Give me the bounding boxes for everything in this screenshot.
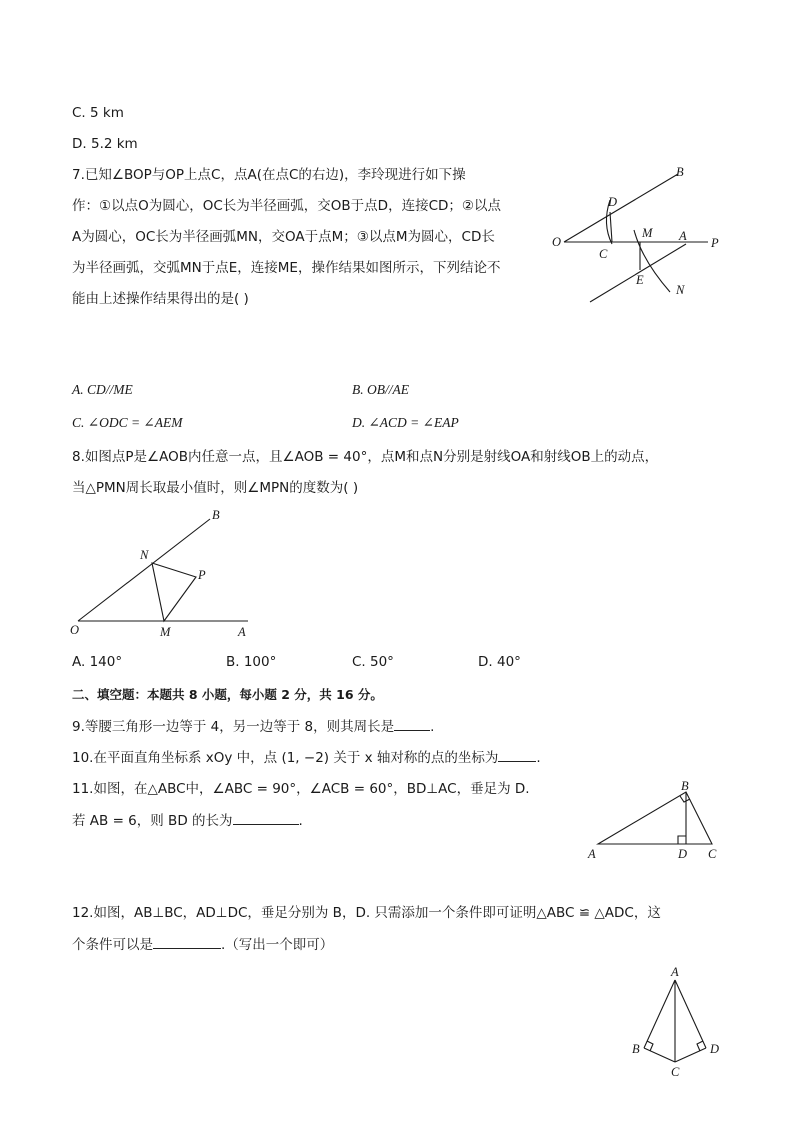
q7-option-b: B. OB//AE	[352, 382, 409, 397]
q7-line-3: A为圆心，OC长为半径画弧MN，交OA于点M；③以点M为圆心，CD长	[72, 229, 495, 245]
q8-figure	[64, 505, 264, 643]
label-d: D	[678, 847, 688, 861]
ray-ob	[78, 519, 210, 621]
label-a: A	[671, 965, 679, 979]
label-d: D	[710, 1042, 720, 1056]
label-m: M	[160, 625, 171, 639]
q7-option-d: D. ∠ACD = ∠EAP	[352, 415, 459, 430]
q12-line-1: 12.如图，AB⊥BC，AD⊥DC，垂足分别为 B，D. 只需添加一个条件即可证明△ABC ≌ △ADC，这	[72, 905, 661, 921]
q8-option-b: B. 100°	[226, 654, 277, 670]
q6-option-c: C. 5 km	[72, 105, 124, 121]
q11-line-2	[72, 810, 303, 831]
label-a: A	[679, 229, 687, 243]
q6-option-d: D. 5.2 km	[72, 136, 138, 152]
label-c: C	[671, 1065, 680, 1079]
q12-figure	[624, 962, 728, 1082]
segment-ab	[644, 980, 675, 1048]
q11-figure	[580, 778, 720, 866]
label-d: D	[608, 195, 618, 209]
label-o: O	[70, 623, 80, 637]
label-b: B	[632, 1042, 640, 1056]
q8-option-d: D. 40°	[478, 654, 521, 670]
triangle-abc	[598, 792, 712, 844]
q8-line-1: 8.如图点P是∠AOB内任意一点，且∠AOB = 40°，点M和点N分别是射线OA和射线OB上的动点，	[72, 449, 659, 465]
segment-cd	[610, 212, 612, 242]
q7-option-a: A. CD//ME	[72, 382, 133, 397]
q12-line-2	[72, 934, 333, 955]
segment-ad	[675, 980, 706, 1048]
label-m: M	[642, 226, 653, 240]
q9	[72, 716, 434, 737]
q12-end: .（写出一个即可）	[221, 937, 334, 953]
q8-line-2: 当△PMN周长取最小值时，则∠MPN的度数为( )	[72, 480, 359, 496]
label-c: C	[708, 847, 717, 861]
q7-line-5: 能由上述操作结果得出的是( )	[72, 291, 249, 307]
q10-text: 10.在平面直角坐标系 xOy 中，点 (1, −2) 关于 x 轴对称的点的坐标为	[72, 750, 499, 766]
label-a: A	[238, 625, 246, 639]
label-n: N	[676, 283, 685, 297]
section-heading: 二、填空题：本题共 8 小题，每小题 2 分，共 16 分。	[72, 687, 383, 702]
label-o: O	[552, 235, 562, 249]
q7-line-4: 为半径画弧，交弧MN于点E，连接ME，操作结果如图所示，下列结论不	[72, 260, 501, 276]
q11-line-1: 11.如图，在△ABC中，∠ABC = 90°，∠ACB = 60°，BD⊥AC，垂足为 D.	[72, 781, 530, 797]
q12-answer-blank[interactable]	[153, 934, 221, 949]
label-b: B	[676, 165, 684, 179]
ray-ob	[564, 174, 678, 242]
label-p: P	[198, 568, 206, 582]
label-p: P	[711, 236, 719, 250]
segment-dc	[675, 1048, 706, 1062]
label-c: C	[599, 247, 608, 261]
triangle-pmn	[152, 563, 196, 621]
q11-text: 若 AB = 6，则 BD 的长为	[72, 813, 233, 829]
q9-answer-blank[interactable]	[394, 716, 430, 731]
q7-line-1: 7.已知∠BOP与OP上点C，点A(在点C的右边)，李玲现进行如下操	[72, 167, 466, 183]
label-b: B	[681, 779, 689, 793]
q9-end: .	[430, 719, 435, 735]
q8-option-c: C. 50°	[352, 654, 394, 670]
q10-answer-blank[interactable]	[498, 747, 536, 762]
q11-answer-blank[interactable]	[233, 810, 299, 825]
q10	[72, 747, 541, 768]
segment-bc	[644, 1048, 675, 1062]
q10-end: .	[536, 750, 541, 766]
label-n: N	[140, 548, 149, 562]
q7-line-2: 作：①以点O为圆心，OC长为半径画弧，交OB于点D，连接CD；②以点	[72, 198, 501, 214]
right-angle-d	[678, 836, 686, 844]
q7-option-c: C. ∠ODC = ∠AEM	[72, 415, 183, 430]
q7-figure	[550, 160, 740, 310]
q11-end: .	[298, 813, 303, 829]
label-b: B	[212, 508, 220, 522]
label-a: A	[588, 847, 596, 861]
q8-option-a: A. 140°	[72, 654, 123, 670]
q12-text: 个条件可以是	[72, 937, 153, 953]
label-e: E	[636, 273, 644, 287]
q9-text: 9.等腰三角形一边等于 4，另一边等于 8，则其周长是	[72, 719, 395, 735]
